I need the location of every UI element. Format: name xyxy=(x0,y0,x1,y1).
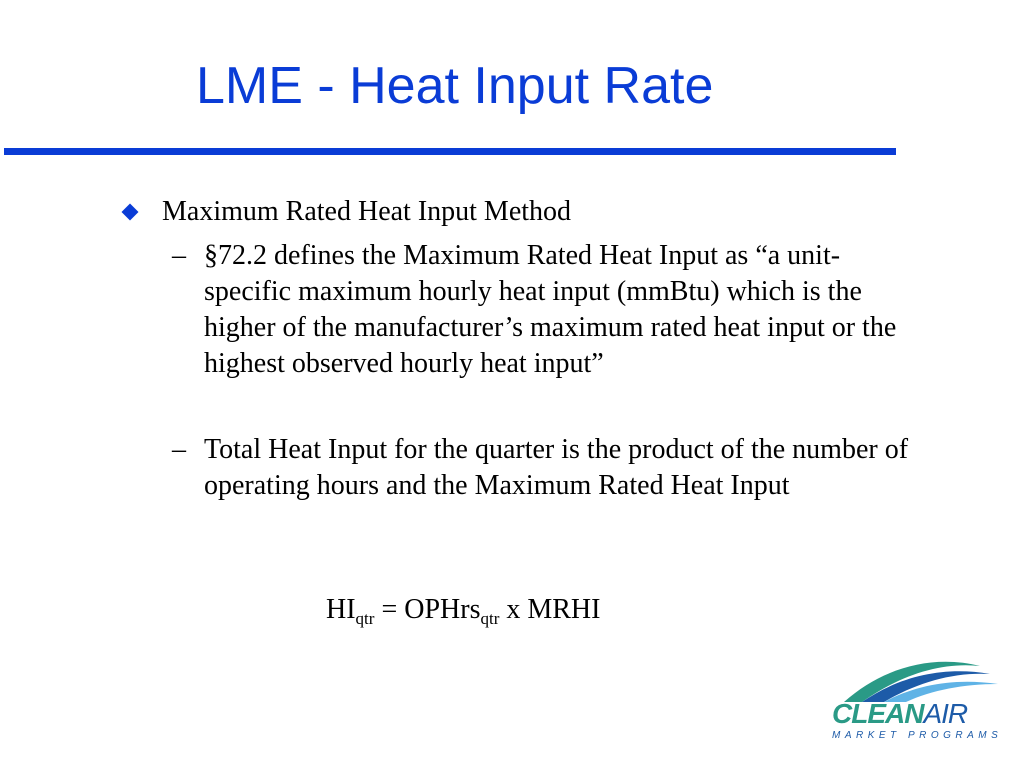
logo-tagline: MARKET PROGRAMS xyxy=(832,730,1003,741)
formula-rest: x MRHI xyxy=(499,594,601,625)
subbullet-text: §72.2 defines the Maximum Rated Heat Input as “a unit-specific maximum hourly heat input (mmBtu) which is the higher of the manufacturer’s maximum rated heat input or the highest observed hourly heat input” xyxy=(204,240,897,379)
logo-word-air: AIR xyxy=(923,698,968,729)
logo-word-clean: CLEAN xyxy=(832,698,924,729)
logo-wordmark xyxy=(832,698,967,730)
formula-equals: = OPHrs xyxy=(374,594,481,625)
dash-marker: – xyxy=(172,434,186,465)
bullet-text: Maximum Rated Heat Input Method xyxy=(162,196,572,227)
formula-rhs-subscript: qtr xyxy=(480,609,500,628)
formula-lhs-subscript: qtr xyxy=(355,609,375,628)
dash-marker: – xyxy=(172,240,186,271)
diamond-bullet-icon xyxy=(122,204,139,221)
clean-air-logo xyxy=(822,650,1002,750)
subbullet-text: Total Heat Input for the quarter is the product of the number of operating hours and the Maximum Rated Heat Input xyxy=(204,434,909,501)
slide-title: LME - Heat Input Rate xyxy=(196,57,714,115)
formula xyxy=(326,592,600,628)
title-divider xyxy=(4,148,896,155)
formula-lhs: HI xyxy=(326,594,356,625)
